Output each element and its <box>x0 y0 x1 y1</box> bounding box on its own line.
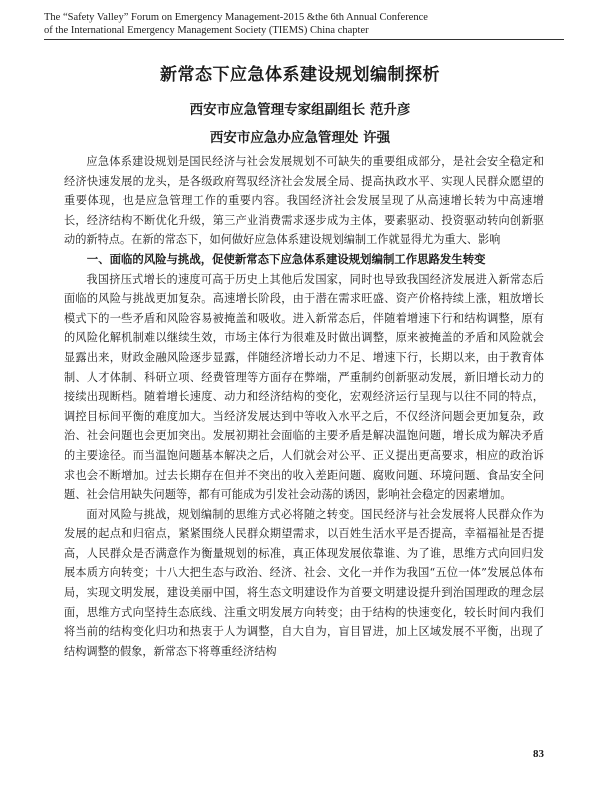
author-line-2: 西安市应急办应急管理处 许强 <box>209 130 391 146</box>
header-line-2: of the International Emergency Management Society (TIEMS) China chapter <box>44 25 369 36</box>
article-body <box>64 152 544 661</box>
author-line-1: 西安市应急管理专家组副组长 范升彦 <box>189 102 411 118</box>
header-line-1: The “Safety Valley” Forum on Emergency Management-2015 &the 6th Annual Conference <box>44 12 428 23</box>
header-divider <box>44 39 564 40</box>
paragraph-thinking-shift: 面对风险与挑战，规划编制的思维方式必将随之转变。国民经济与社会发展将人民群众作为发展的起点和归宿点，紧紧围绕人民群众期望需求，以百姓生活水平是否提高，幸福福祉是否提高，人民群众是否满意作为衡量规划的标准，真正体现发展依靠谁、为了谁，思维方式向回归发展本质方向转变；十八大把生态与政治、经济、社会、文化一并作为我国“五位一体”发展总体布局，实现文明发展，建设美丽中国，将生态文明建设作为首要文明建设提升到治国理政的理念层面，思维方式向坚持生态底线、注重文明发展方向转变；由于结构的快速变化，较长时间内我们将当前的结构变化归功和热衷于人为调整，自大自为，盲目冒进，加上区域发展不平衡，出现了结构调整的假象，新常态下将尊重经济结构 <box>64 507 544 658</box>
running-header <box>44 11 564 40</box>
paragraph-risks: 我国挤压式增长的速度可高于历史上其他后发国家，同时也导致我国经济发展进入新常态后面临的风险与挑战更加复杂。高速增长阶段，由于潜在需求旺盛、资产价格持续上涨，粗放增长模式下的一些矛盾和风险容易被掩盖和吸收。进入新常态后，伴随着增速下行和结构调整，原有的风险化解机制难以继续生效，市场主体行为很难及时做出调整，原来被掩盖的矛盾和风险就会显露出来，财政金融风险逐步显露，伴随经济增长动力不足、增速下行，长期以来，由于教育体制、人才体制、科研立项、经费管理等方面存在弊端，严重制约创新驱动发展，新旧增长动力的接续出现断档。随着增长速度、动力和经济结构的变化，宏观经济运行呈现与以往不同的特点，调控目标间平衡的难度加大。当经济发展达到中等收入水平之后，不仅经济问题会更加复杂，政治、社会问题也会更加突出。发展初期社会面临的主要矛盾是解决温饱问题，增长成为解决矛盾的主要途径。而当温饱问题基本解决之后，人们就会对公平、正义提出更高要求，相应的政治诉求也会不断增加。过去长期存在但并不突出的收入差距问题、腐败问题、环境问题、食品安全问题、社会信用缺失问题等，都有可能成为引发社会动荡的诱因，影响社会稳定的因素增加。 <box>64 272 544 502</box>
paper-title: 新常态下应急体系建设规划编制探析 <box>160 65 440 85</box>
page-number: 83 <box>533 748 544 760</box>
paragraph-intro: 应急体系建设规划是国民经济与社会发展规划不可缺失的重要组成部分，是社会安全稳定和经济快速发展的龙头，是各级政府驾驭经济社会发展全局、提高执政水平、实现人民群众愿望的重要体现，也是应急管理工作的重要内容。我国经济社会发展呈现了从高速增长转为中高速增长，经济结构不断优化升级，第三产业消费需求逐步成为主体，要素驱动、投资驱动转向创新驱动的新特点。在新的常态下，如何做好应急体系建设规划编制工作就显得尤为重大、影响 <box>64 155 544 247</box>
section-heading-1: 一、面临的风险与挑战，促使新常态下应急体系建设规划编制工作思路发生转变 <box>86 251 486 266</box>
